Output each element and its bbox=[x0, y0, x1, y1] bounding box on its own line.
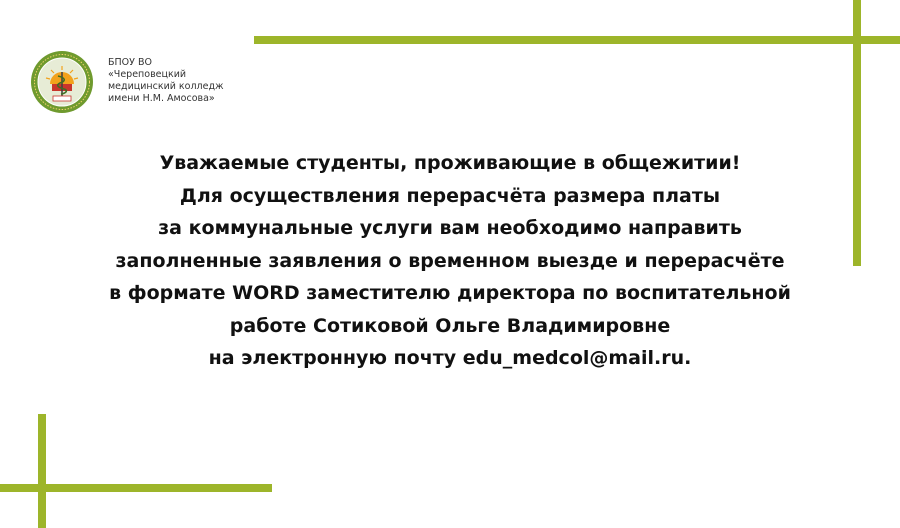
bottom-vertical-accent-bar bbox=[38, 414, 46, 528]
announcement-text bbox=[40, 147, 860, 375]
announcement-line: заполненные заявления о временном выезде и перерасчёте bbox=[115, 249, 785, 272]
announcement-line: в формате WORD заместителю директора по воспитательной bbox=[109, 282, 791, 304]
top-horizontal-accent-bar bbox=[254, 36, 900, 44]
announcement-line: работе Сотиковой Ольге Владимировне bbox=[229, 314, 671, 337]
org-line: «Череповецкий bbox=[108, 69, 187, 80]
announcement-line: на электронную почту edu_medcol@mail.ru. bbox=[208, 347, 692, 369]
org-line: БПОУ ВО bbox=[108, 57, 152, 68]
announcement-line: за коммунальные услуги вам необходимо направить bbox=[158, 217, 742, 239]
announcement-line: Уважаемые студенты, проживающие в общежитии! bbox=[159, 152, 741, 174]
college-emblem-icon bbox=[30, 50, 94, 114]
org-line: имени Н.М. Амосова» bbox=[108, 93, 215, 104]
announcement-line: Для осуществления перерасчёта размера платы bbox=[179, 184, 721, 207]
org-line: медицинский колледж bbox=[108, 81, 224, 92]
organization-name bbox=[108, 57, 268, 105]
